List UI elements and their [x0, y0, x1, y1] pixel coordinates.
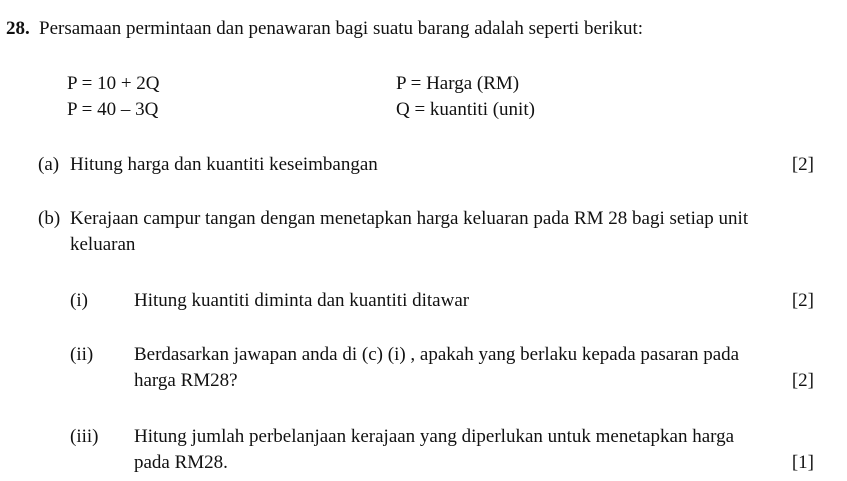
part-b-label: (b)	[38, 208, 61, 229]
sub-iii-text-line1: Hitung jumlah perbelanjaan kerajaan yang diperlukan untuk menetapkan harga	[134, 426, 735, 447]
sub-iii-text-line2: pada RM28.	[134, 452, 228, 473]
sub-iii-label: (iii)	[70, 426, 99, 447]
sub-ii-label: (ii)	[70, 344, 94, 365]
quantity-definition: Q = kuantiti (unit)	[396, 99, 535, 120]
sub-i-marks: [2]	[791, 290, 814, 311]
price-definition: P = Harga (RM)	[396, 73, 520, 94]
part-b-text-line1: Kerajaan campur tangan dengan menetapkan harga keluaran pada RM 28 bagi setiap unit	[70, 208, 749, 229]
demand-equation: P = 10 + 2Q	[67, 73, 160, 94]
part-b-text-line2: keluaran	[70, 234, 136, 255]
sub-iii-marks: [1]	[791, 452, 814, 473]
sub-ii-marks: [2]	[791, 370, 814, 391]
sub-i-label: (i)	[70, 290, 88, 311]
part-a-text: Hitung harga dan kuantiti keseimbangan	[70, 154, 378, 175]
sub-ii-text-line1: Berdasarkan jawapan anda di (c) (i) , apakah yang berlaku kepada pasaran pada	[134, 344, 740, 365]
part-a-label: (a)	[38, 154, 60, 175]
question-number: 28.	[6, 18, 30, 39]
part-a-marks: [2]	[791, 154, 814, 175]
sub-i-text: Hitung kuantiti diminta dan kuantiti ditawar	[134, 290, 470, 311]
question-stem: Persamaan permintaan dan penawaran bagi suatu barang adalah seperti berikut:	[39, 18, 644, 39]
sub-ii-text-line2: harga RM28?	[134, 370, 238, 391]
supply-equation: P = 40 – 3Q	[67, 99, 159, 120]
